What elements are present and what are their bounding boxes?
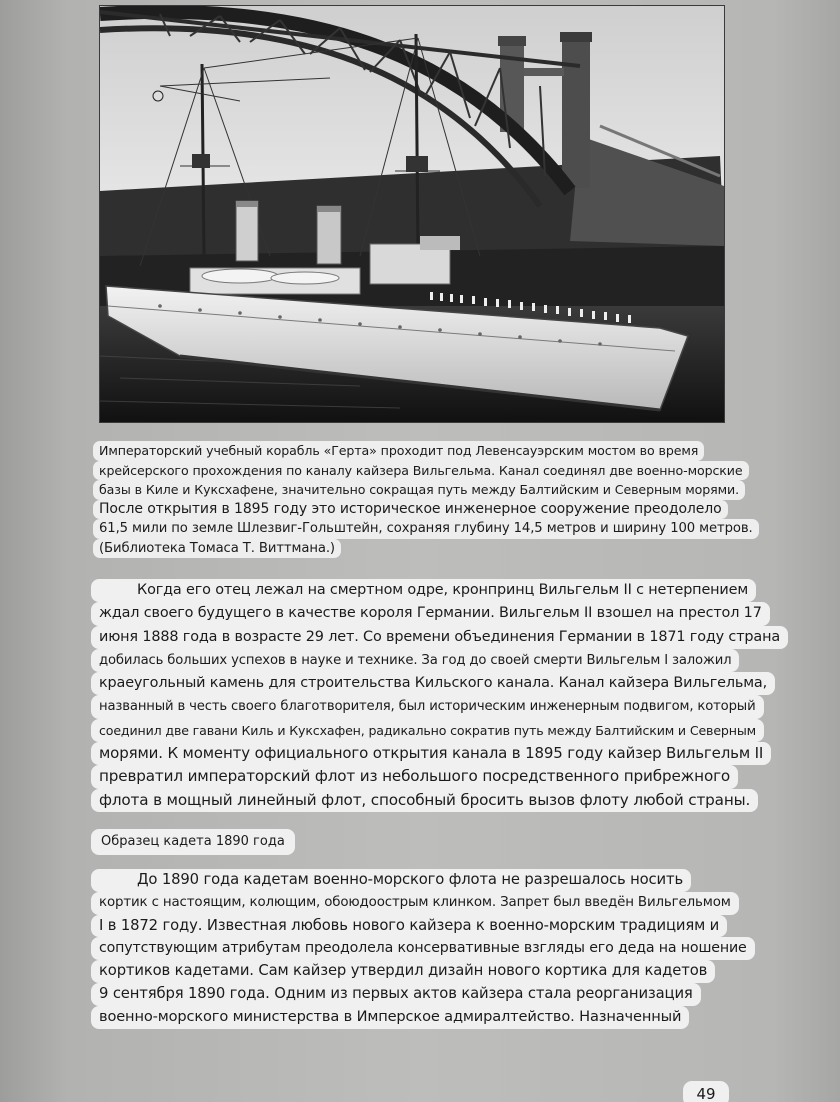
- caption-line: 61,5 мили по земле Шлезвиг-Гольштейн, сохраняя глубину 14,5 метров и ширину 100 метров.: [93, 519, 759, 539]
- paragraph-line: соединил две гавани Киль и Куксхафен, радикально сократив путь между Балтийским и Северным: [91, 719, 764, 742]
- paragraph-line: 9 сентября 1890 года. Одним из первых актов кайзера стала реорганизация: [91, 983, 701, 1006]
- caption-line: (Библиотека Томаса Т. Виттмана.): [93, 539, 341, 559]
- caption-line: крейсерского прохождения по каналу кайзера Вильгельма. Канал соединял две военно-морские: [93, 461, 749, 481]
- body-paragraph-2: [91, 869, 747, 1029]
- page-number: 49: [683, 1081, 729, 1102]
- section-heading: Образец кадета 1890 года: [91, 829, 295, 855]
- paragraph-line: флота в мощный линейный флот, способный бросить вызов флоту любой страны.: [91, 789, 758, 812]
- caption-line: Императорский учебный корабль «Герта» проходит под Левенсауэрским мостом во время: [93, 441, 704, 461]
- paragraph-line: I в 1872 году. Известная любовь нового кайзера к военно-морским традициям и: [91, 915, 727, 938]
- ship-bridge-photo: [100, 6, 724, 422]
- body-paragraph-1: [91, 579, 781, 812]
- paragraph-line: названный в честь своего благотворителя, был историческим инженерным подвигом, который: [91, 695, 764, 718]
- photo-illustration: [100, 6, 724, 422]
- photo-caption: [93, 441, 753, 558]
- paragraph-line: морями. К моменту официального открытия канала в 1895 году кайзер Вильгельм II: [91, 742, 771, 765]
- paragraph-line: кортик с настоящим, колющим, обоюдоострым клинком. Запрет был введён Вильгельмом: [91, 892, 739, 915]
- caption-line: После открытия в 1895 году это историческое инженерное сооружение преодолело: [93, 500, 728, 520]
- paragraph-line: июня 1888 года в возрасте 29 лет. Со времени объединения Германии в 1871 году страна: [91, 626, 788, 649]
- paragraph-line: До 1890 года кадетам военно-морского флота не разрешалось носить: [91, 869, 691, 892]
- paragraph-line: превратил императорский флот из небольшого посредственного прибрежного: [91, 765, 738, 788]
- paragraph-line: краеугольный камень для строительства Кильского канала. Канал кайзера Вильгельма,: [91, 672, 775, 695]
- paragraph-line: Когда его отец лежал на смертном одре, кронпринц Вильгельм II с нетерпением: [91, 579, 756, 602]
- paragraph-line: ждал своего будущего в качестве короля Германии. Вильгельм II взошел на престол 17: [91, 602, 770, 625]
- caption-line: базы в Киле и Куксхафене, значительно сокращая путь между Балтийским и Северным морями.: [93, 480, 745, 500]
- paragraph-line: добилась больших успехов в науке и технике. За год до своей смерти Вильгельм I заложил: [91, 649, 739, 672]
- paragraph-line: кортиков кадетами. Сам кайзер утвердил дизайн нового кортика для кадетов: [91, 960, 715, 983]
- paragraph-line: сопутствующим атрибутам преодолела консервативные взгляды его деда на ношение: [91, 937, 755, 960]
- paragraph-line: военно-морского министерства в Имперское адмиралтейство. Назначенный: [91, 1006, 689, 1029]
